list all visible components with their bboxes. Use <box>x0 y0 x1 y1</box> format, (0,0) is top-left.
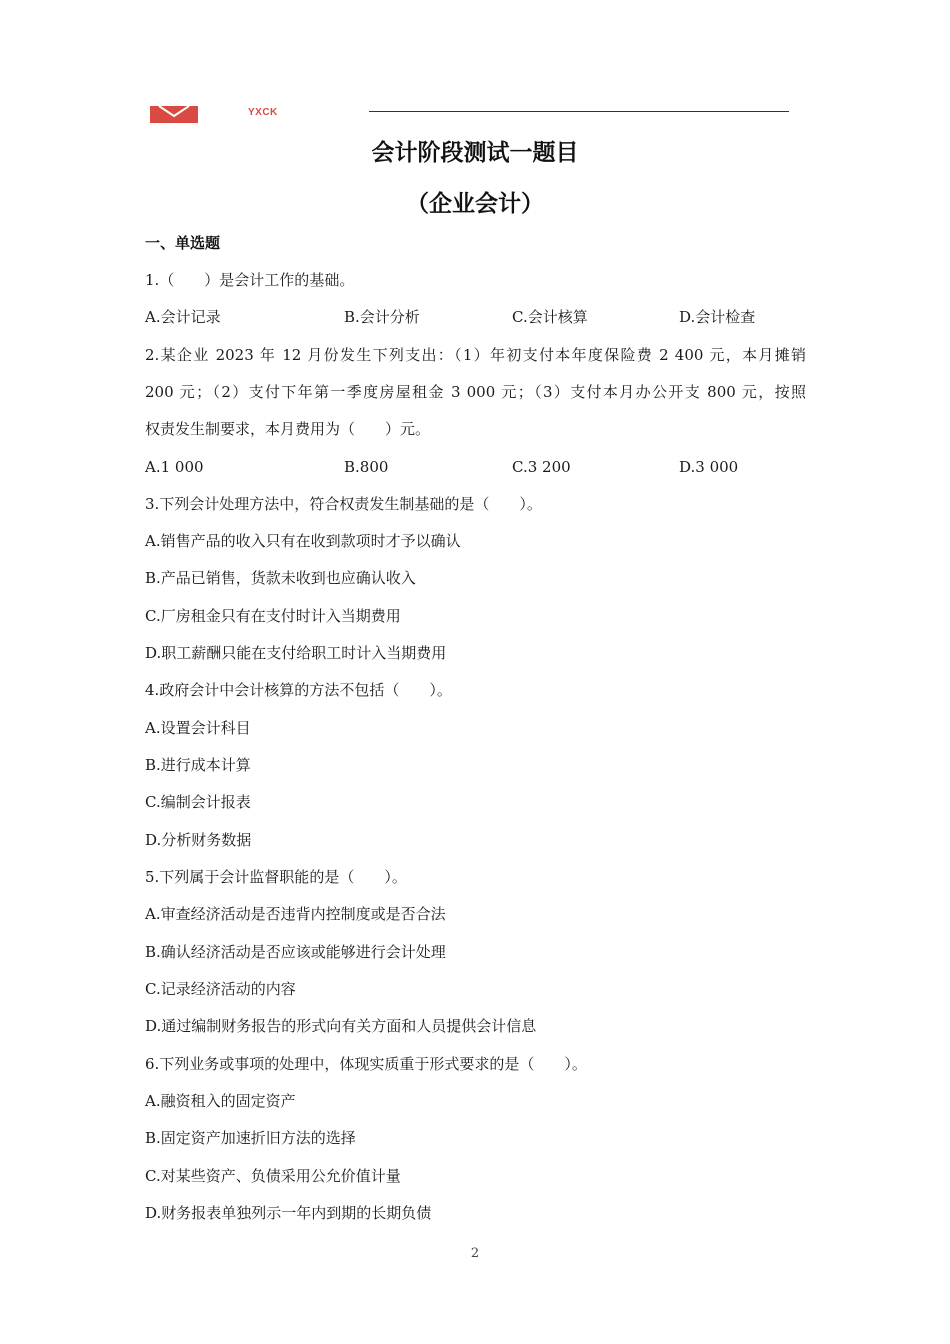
question-5-option-d: D.通过编制财务报告的形式向有关方面和人员提供会计信息 <box>145 1017 537 1035</box>
question-6-option-b: B.固定资产加速折旧方法的选择 <box>145 1129 356 1147</box>
question-4-stem: 4.政府会计中会计核算的方法不包括（ ）。 <box>145 681 452 699</box>
question-6-option-a: A.融资租入的固定资产 <box>145 1092 296 1110</box>
question-4-option-b: B.进行成本计算 <box>145 756 251 774</box>
question-5-option-c: C.记录经济活动的内容 <box>145 980 296 998</box>
page-number: 2 <box>470 1246 480 1261</box>
question-1-option-b: B.会计分析 <box>344 308 420 326</box>
question-1-option-d: D.会计检查 <box>679 308 756 326</box>
question-4-option-c: C.编制会计报表 <box>145 793 251 811</box>
question-2-option-a: A.1 000 <box>145 458 204 476</box>
question-2-option-d: D.3 000 <box>679 458 739 476</box>
question-5-stem: 5.下列属于会计监督职能的是（ ）。 <box>145 868 407 886</box>
question-6-stem: 6.下列业务或事项的处理中，体现实质重于形式要求的是（ ）。 <box>145 1055 587 1073</box>
question-3-option-a: A.销售产品的收入只有在收到款项时才予以确认 <box>145 532 461 550</box>
question-2-stem-line-2: 200 元；（2）支付下年第一季度房屋租金 3 000 元；（3）支付本月办公开支 800 元，按照 <box>145 383 806 401</box>
question-3-option-d: D.职工薪酬只能在支付给职工时计入当期费用 <box>145 644 447 662</box>
question-6-option-c: C.对某些资产、负债采用公允价值计量 <box>145 1167 401 1185</box>
page-title: 会计阶段测试一题目 <box>371 140 579 166</box>
question-4-option-d: D.分析财务数据 <box>145 831 252 849</box>
question-3-stem: 3.下列会计处理方法中，符合权责发生制基础的是（ ）。 <box>145 495 542 513</box>
question-3-option-c: C.厂房租金只有在支付时计入当期费用 <box>145 607 401 625</box>
question-6-option-d: D.财务报表单独列示一年内到期的长期负债 <box>145 1204 432 1222</box>
logo-icon <box>150 106 198 123</box>
page-subtitle: （企业会计） <box>406 191 544 217</box>
logo-text: YXCK <box>248 107 278 118</box>
question-1-stem: 1.（ ）是会计工作的基础。 <box>145 271 355 289</box>
question-5-option-b: B.确认经济活动是否应该或能够进行会计处理 <box>145 943 446 961</box>
question-5-option-a: A.审查经济活动是否违背内控制度或是否合法 <box>145 905 446 923</box>
header-rule <box>369 111 789 112</box>
question-1-option-c: C.会计核算 <box>512 308 588 326</box>
question-4-option-a: A.设置会计科目 <box>145 719 251 737</box>
question-2-stem-line-3: 权责发生制要求，本月费用为（ ）元。 <box>145 420 431 438</box>
question-3-option-b: B.产品已销售，货款未收到也应确认收入 <box>145 569 416 587</box>
question-1-option-a: A.会计记录 <box>145 308 221 326</box>
question-2-option-c: C.3 200 <box>512 458 571 476</box>
section-heading: 一、单选题 <box>145 234 221 252</box>
question-2-stem-line-1: 2.某企业 2023 年 12 月份发生下列支出：（1）年初支付本年度保险费 2 400 元，本月摊销 <box>145 346 806 364</box>
question-2-option-b: B.800 <box>344 458 389 476</box>
